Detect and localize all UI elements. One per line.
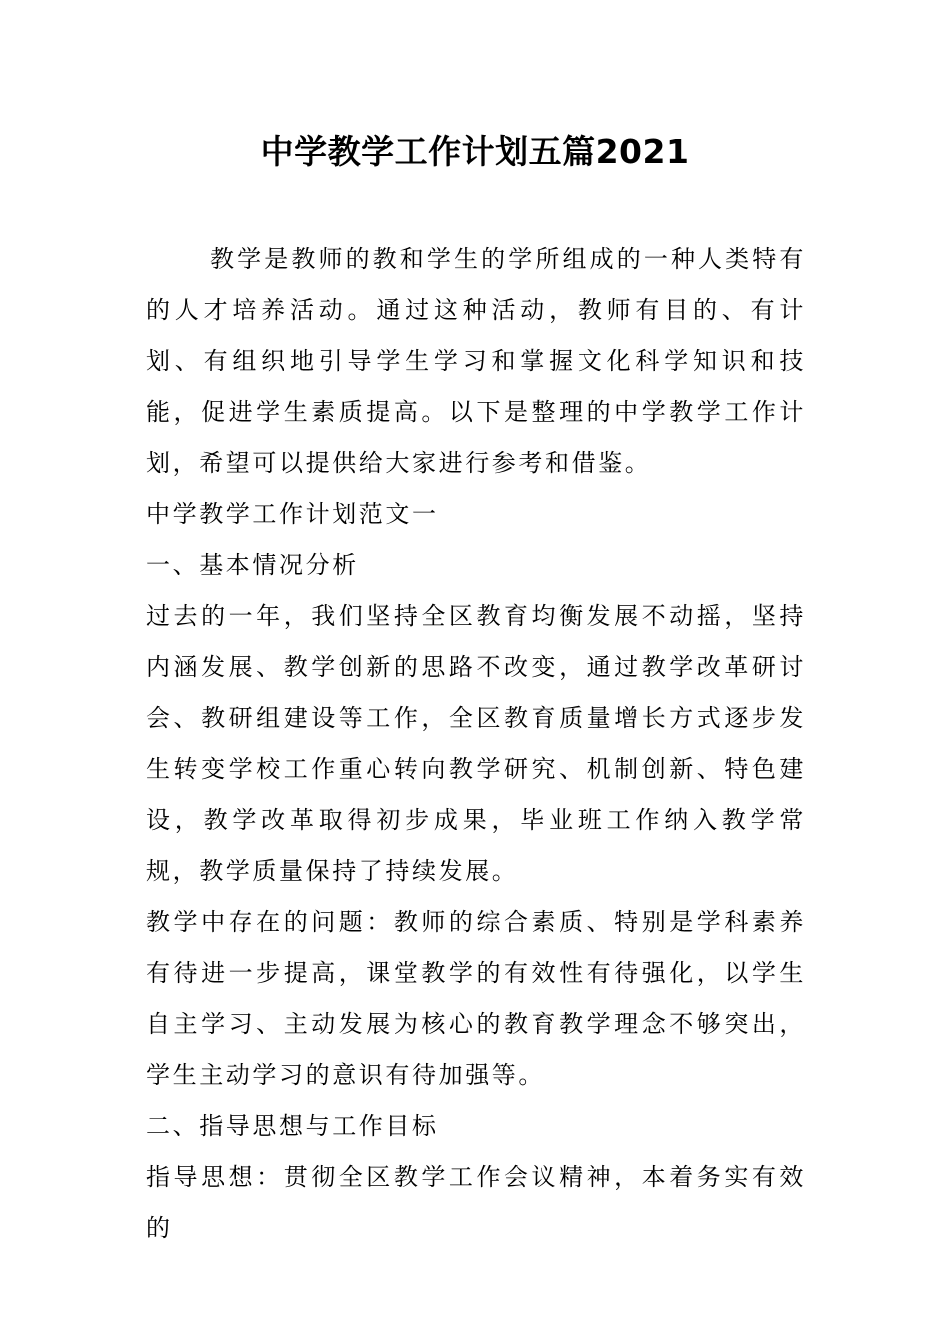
document-body xyxy=(146,234,806,1254)
document-title: 中学教学工作计划五篇2021 xyxy=(260,132,690,171)
analysis-paragraph: 过去的一年，我们坚持全区教育均衡发展不动摇，坚持内涵发展、教学创新的思路不改变，通过教学改革研讨会、教研组建设等工作，全区教育质量增长方式逐步发生转变学校工作重心转向教学研究、机制创新、特色建设，教学改革取得初步成果，毕业班工作纳入教学常规，教学质量保持了持续发展。 xyxy=(146,602,806,885)
guiding-ideas-paragraph: 指导思想：贯彻全区教学工作会议精神，本着务实有效的 xyxy=(146,1163,806,1242)
section-heading-guiding-ideas: 二、指导思想与工作目标 xyxy=(146,1112,439,1140)
section-heading-sample-one: 中学教学工作计划范文一 xyxy=(146,500,439,528)
intro-paragraph: 教学是教师的教和学生的学所组成的一种人类特有的人才培养活动。通过这种活动，教师有目的、有计划、有组织地引导学生学习和掌握文化科学知识和技能，促进学生素质提高。以下是整理的中学教学工作计划，希望可以提供给大家进行参考和借鉴。 xyxy=(146,245,806,477)
problems-paragraph: 教学中存在的问题：教师的综合素质、特别是学科素养有待进一步提高，课堂教学的有效性有待强化，以学生自主学习、主动发展为核心的教育教学理念不够突出，学生主动学习的意识有待加强等。 xyxy=(146,908,806,1089)
section-heading-basic-analysis: 一、基本情况分析 xyxy=(146,551,359,579)
